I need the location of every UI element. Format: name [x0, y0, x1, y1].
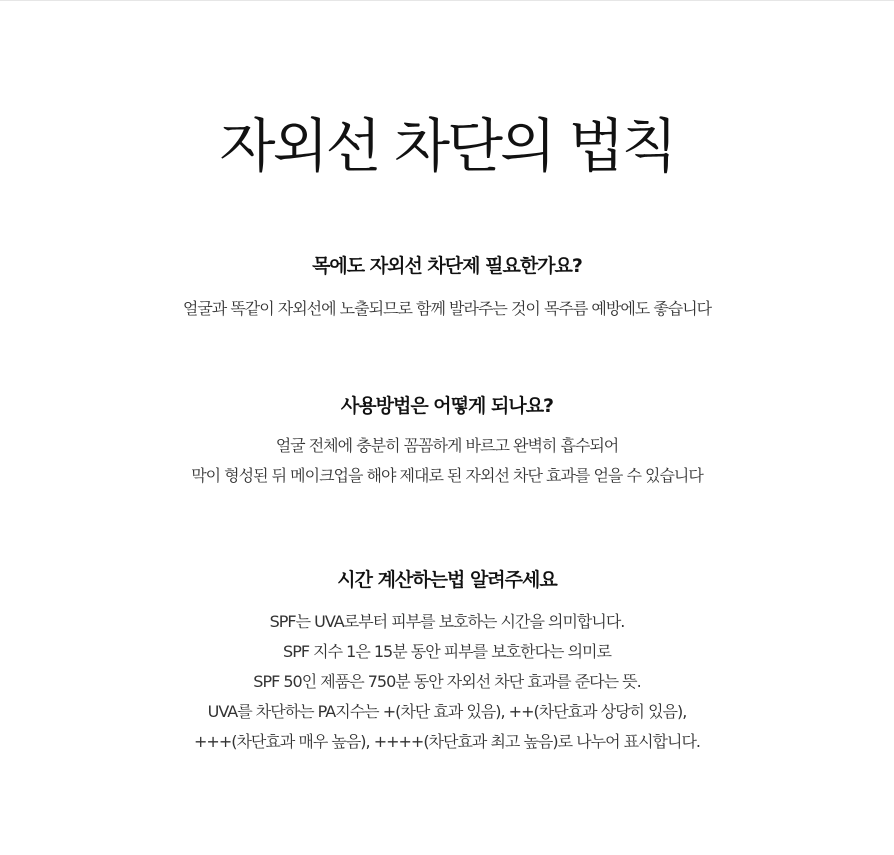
- faq-answer-line: 얼굴과 똑같이 자외선에 노출되므로 함께 발라주는 것이 목주름 예방에도 좋습니다: [182, 299, 712, 318]
- faq-question: 사용방법은 어떻게 되나요?: [340, 395, 554, 417]
- faq-usage: [0, 392, 894, 491]
- faq-time: [0, 566, 894, 757]
- faq-question: 목에도 자외선 차단제 필요한가요?: [312, 255, 582, 277]
- faq-answer-line: +++(차단효과 매우 높음), ++++(차단효과 최고 높음)로 나누어 표시합니다.: [194, 732, 700, 751]
- faq-neck: [0, 252, 894, 324]
- page-title: 자외선 차단의 법칙: [219, 112, 675, 180]
- faq-answer: [0, 607, 894, 757]
- top-divider: [0, 0, 894, 1]
- faq-answer: [0, 431, 894, 491]
- faq-answer-line: SPF 50인 제품은 750분 동안 자외선 차단 효과를 준다는 뜻.: [253, 672, 641, 691]
- faq-answer-line: 얼굴 전체에 충분히 꼼꼼하게 바르고 완벽히 흡수되어: [275, 436, 619, 455]
- faq-question: 시간 계산하는법 알려주세요: [337, 569, 557, 591]
- faq-answer-line: SPF 지수 1은 15분 동안 피부를 보호한다는 의미로: [283, 642, 611, 661]
- faq-answer: [0, 294, 894, 324]
- faq-answer-line: UVA를 차단하는 PA지수는 +(차단 효과 있음), ++(차단효과 상당히 있음),: [207, 702, 687, 721]
- faq-answer-line: SPF는 UVA로부터 피부를 보호하는 시간을 의미합니다.: [269, 612, 625, 631]
- faq-answer-line: 막이 형성된 뒤 메이크업을 해야 제대로 된 자외선 차단 효과를 얻을 수 있습니다: [191, 466, 703, 485]
